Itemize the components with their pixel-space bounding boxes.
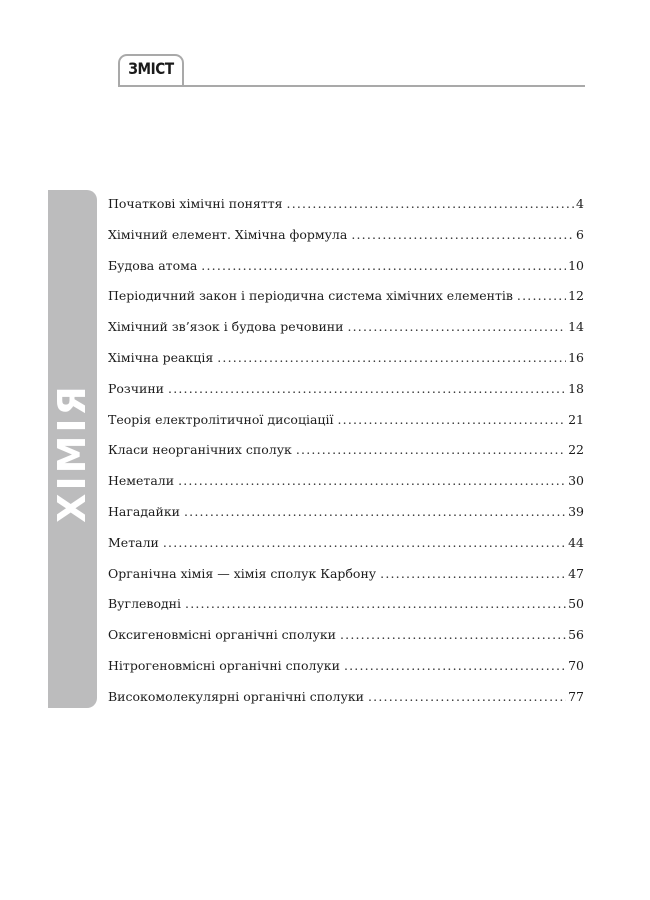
toc-item[interactable] [108, 657, 584, 688]
toc-page-number: 39 [568, 503, 584, 519]
toc-leader-dots [347, 318, 566, 336]
toc-leader-dots [184, 503, 566, 521]
toc-page-number: 50 [568, 596, 584, 612]
toc-leader-dots [351, 226, 574, 244]
toc-page-number: 12 [568, 288, 584, 304]
toc-item[interactable] [108, 688, 584, 719]
toc-leader-dots [340, 626, 566, 644]
toc-title: Початкові хімічні поняття [108, 196, 283, 211]
toc-item[interactable] [108, 503, 584, 534]
toc-title: Хімічна реакція [108, 349, 214, 365]
toc-page-number: 4 [576, 196, 584, 211]
toc-title: Вуглеводні [108, 596, 182, 612]
toc-item[interactable] [108, 534, 584, 565]
header-divider [118, 85, 585, 87]
toc-title: Класи неорганічних сполук [108, 442, 292, 458]
toc-item[interactable] [108, 287, 584, 318]
toc-leader-dots [517, 287, 566, 305]
toc-title: Періодичний закон і періодична система хімічних елементів [108, 288, 513, 304]
toc-page-number: 16 [568, 349, 584, 365]
toc-page-number: 6 [576, 226, 584, 242]
toc-leader-dots [296, 441, 566, 459]
toc-title: Нітрогеновмісні органічні сполуки [108, 657, 340, 673]
side-section-label: ХІМІЯ [50, 383, 94, 523]
toc-page-number: 10 [568, 257, 584, 273]
toc-title: Неметали [108, 473, 175, 489]
toc-item[interactable] [108, 318, 584, 349]
toc-title: Хімічний елемент. Хімічна формула [108, 226, 348, 242]
toc-page-number: 56 [568, 627, 584, 643]
toc-title: Органічна хімія — хімія сполук Карбону [108, 565, 377, 581]
toc-title: Теорія електролітичної дисоціації [108, 411, 334, 427]
toc-title: Будова атома [108, 257, 198, 273]
toc-item[interactable] [108, 595, 584, 626]
toc-item[interactable] [108, 257, 584, 288]
toc-page-number: 22 [568, 442, 584, 458]
toc-leader-dots [201, 257, 566, 275]
toc-item[interactable] [108, 195, 584, 226]
toc-title: Оксигеновмісні органічні сполуки [108, 627, 336, 643]
toc-page-number: 47 [568, 565, 584, 581]
toc-page-number: 77 [568, 688, 584, 704]
toc-item[interactable] [108, 226, 584, 257]
toc-leader-dots [337, 411, 566, 429]
toc-item[interactable] [108, 472, 584, 503]
toc-leader-dots [380, 565, 566, 583]
toc-leader-dots [344, 657, 566, 675]
toc-page-number: 21 [568, 411, 584, 427]
toc-leader-dots [168, 380, 566, 398]
toc-leader-dots [287, 195, 575, 213]
toc-leader-dots [217, 349, 566, 367]
toc-title: Нагадайки [108, 503, 180, 519]
toc-page-number: 18 [568, 380, 584, 396]
toc-title: Хімічний зв’язок і будова речовини [108, 319, 344, 335]
toc-title: Метали [108, 534, 159, 550]
toc-page-number: 30 [568, 473, 584, 489]
toc-leader-dots [185, 595, 566, 613]
toc-page-number: 70 [568, 657, 584, 673]
toc-page-number: 14 [568, 319, 584, 335]
toc-item[interactable] [108, 380, 584, 411]
toc-item[interactable] [108, 441, 584, 472]
toc-leader-dots [178, 472, 566, 490]
toc-title: Високомолекулярні органічні сполуки [108, 688, 364, 704]
page-title: ЗМІСТ [128, 59, 174, 78]
toc-leader-dots [163, 534, 566, 552]
toc-item[interactable] [108, 565, 584, 596]
toc-item[interactable] [108, 349, 584, 380]
toc-item[interactable] [108, 411, 584, 442]
toc-item[interactable] [108, 626, 584, 657]
table-of-contents [108, 195, 584, 719]
toc-title: Розчини [108, 380, 165, 396]
toc-page-number: 44 [568, 534, 584, 550]
header-tab [118, 54, 184, 86]
toc-leader-dots [368, 688, 566, 706]
